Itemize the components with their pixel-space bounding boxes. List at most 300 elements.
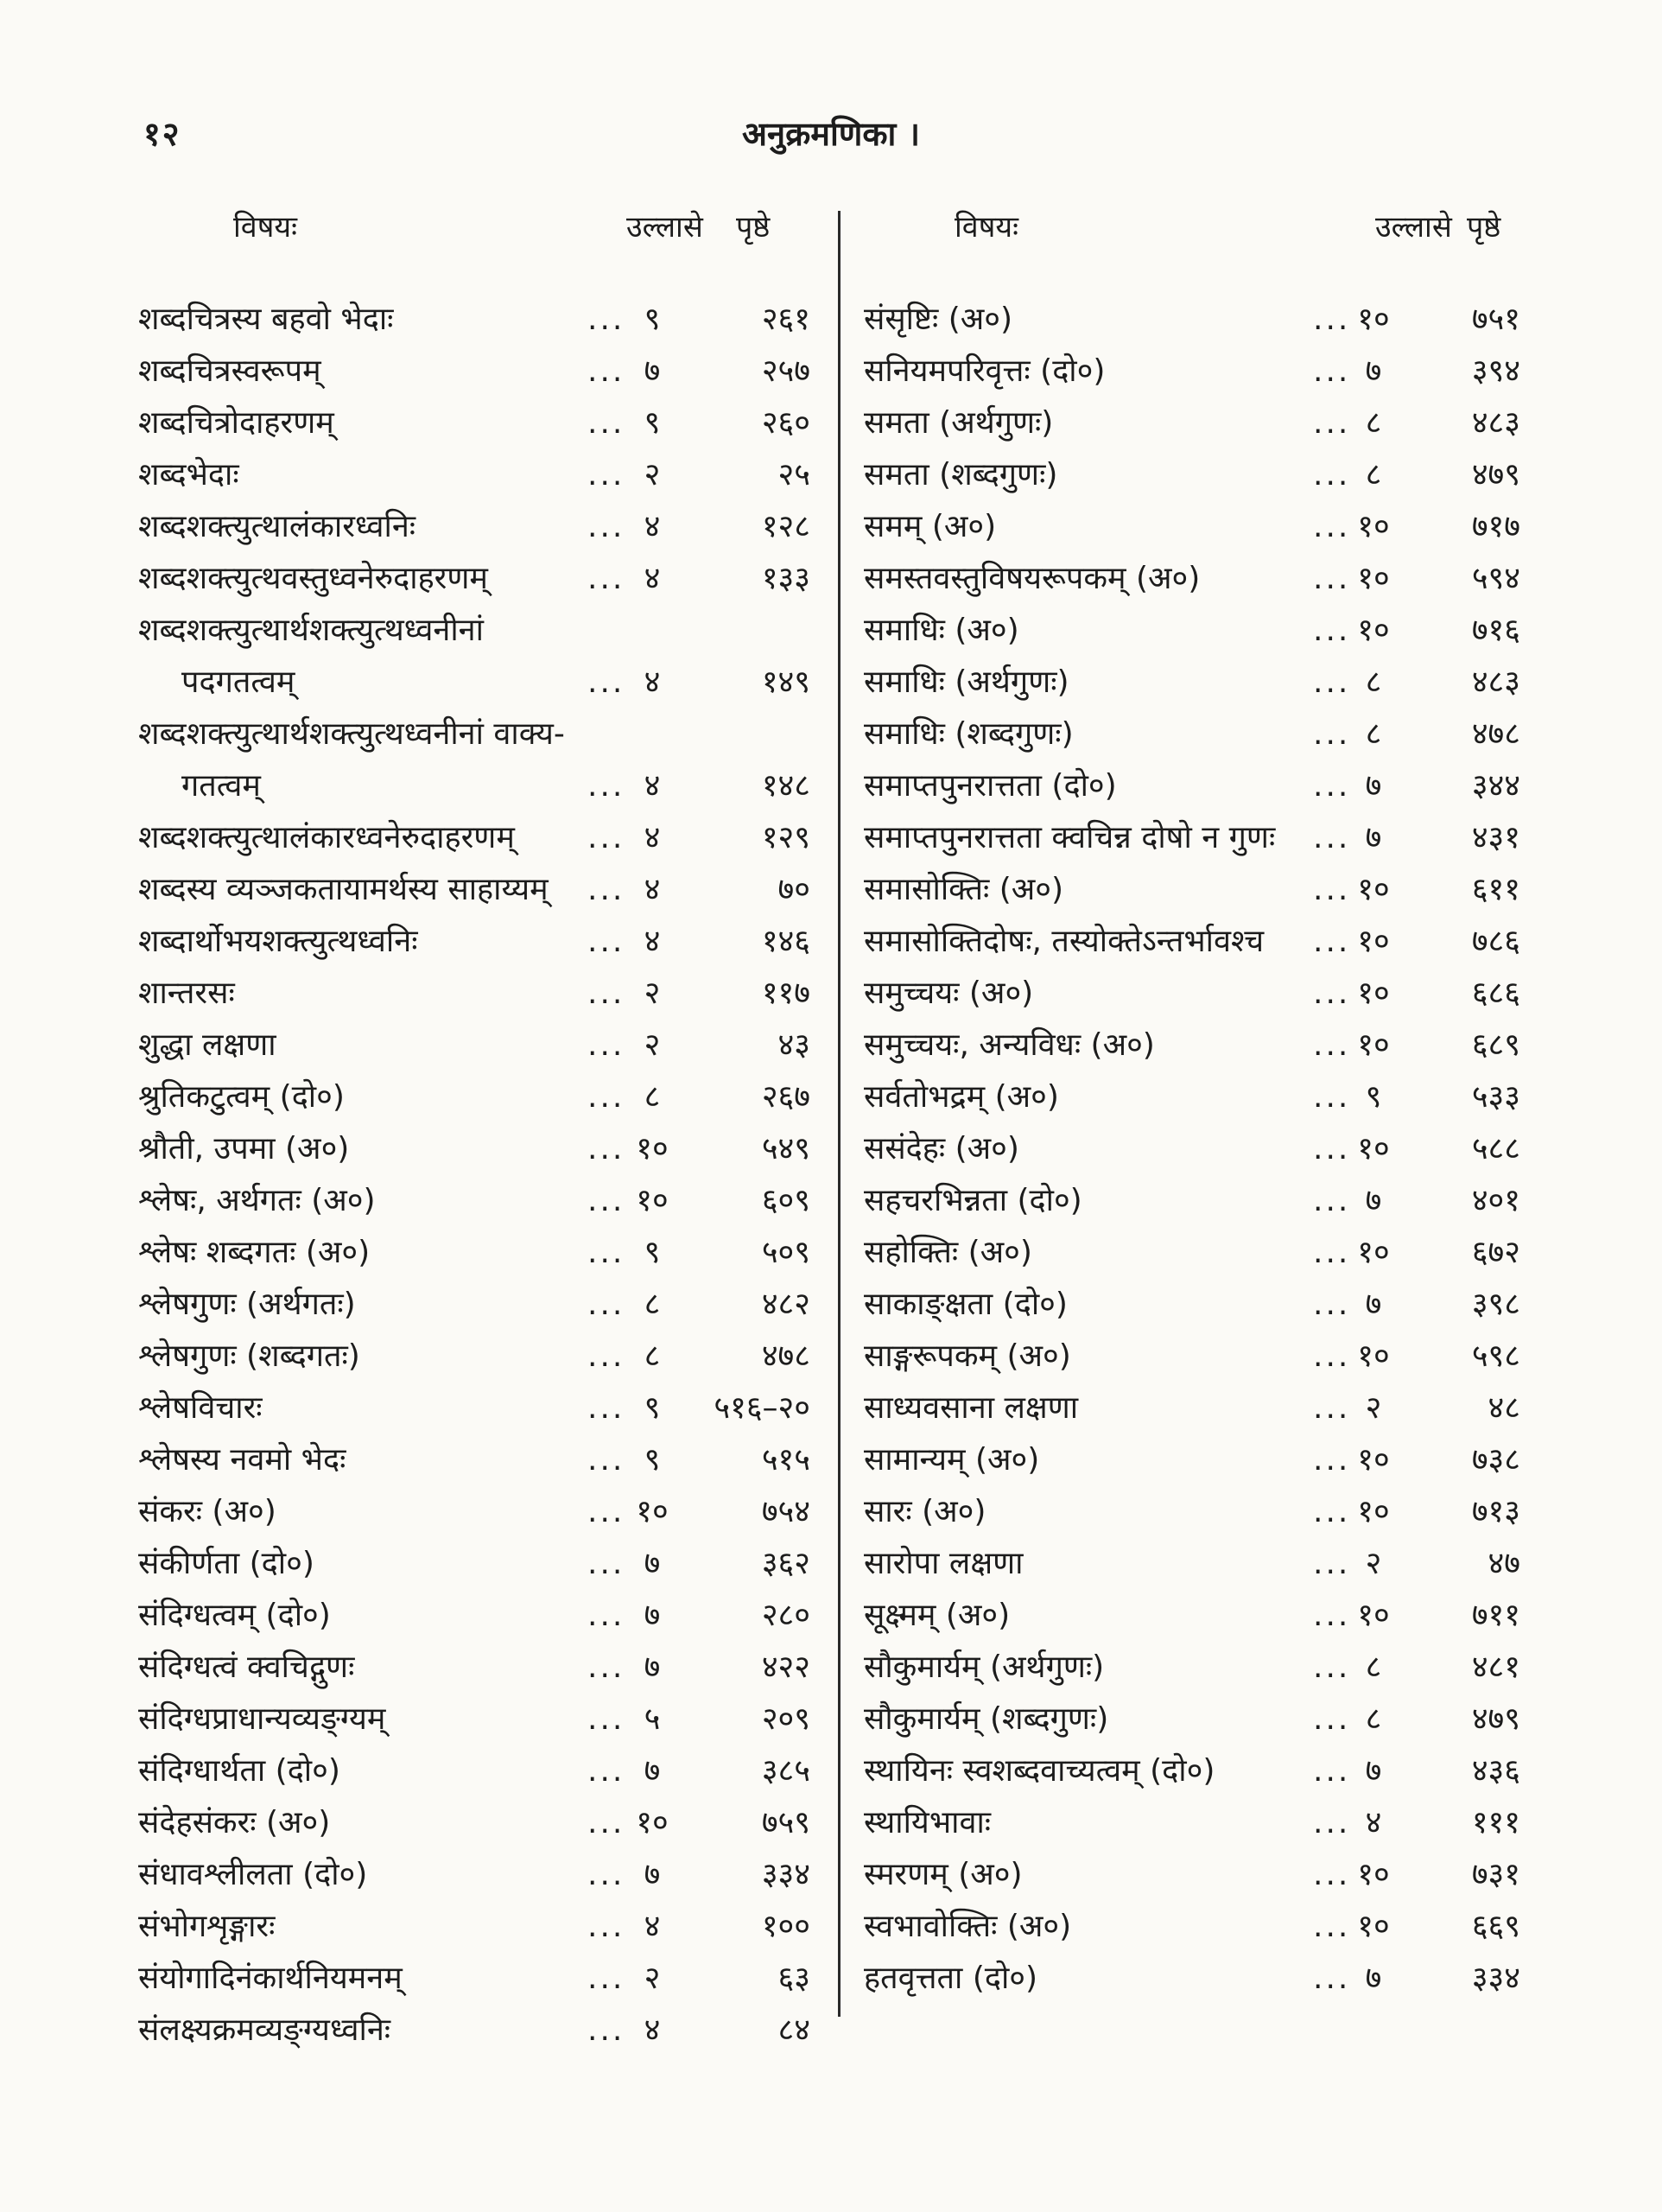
index-entry: [138, 1382, 821, 1434]
leader-dots: ...: [587, 1131, 625, 1166]
index-entry: [864, 1901, 1538, 1953]
leader-dots: ...: [1313, 1753, 1351, 1789]
leader-dots: ...: [587, 1753, 625, 1789]
entry-chapter: ७: [1365, 768, 1382, 804]
index-entry: [138, 1123, 821, 1175]
entry-subject-text: समाधिः (अ०): [864, 613, 1019, 648]
leader-dots: ...: [587, 664, 625, 700]
entry-subject: [138, 397, 334, 449]
entry-subject-text: शब्दचित्रस्वरूपम्: [138, 353, 321, 389]
entry-page: ५१६–२०: [714, 1390, 810, 1426]
entry-subject: [138, 1745, 340, 1797]
entry-page: ३९८: [1471, 1287, 1520, 1322]
leader-dots: ...: [1313, 1494, 1351, 1529]
entry-subject-text: श्रुतिकटुत्वम् (दो०): [138, 1079, 345, 1115]
leader-dots: ...: [587, 1909, 625, 1944]
entry-chapter: ४: [644, 768, 661, 804]
entry-page: ४८२: [761, 1287, 810, 1322]
leader-dots: ...: [587, 457, 625, 493]
entry-subject-text: समाप्तपुनरात्तता क्वचिन्न दोषो न गुणः: [864, 820, 1276, 855]
entry-chapter: ८: [1365, 1701, 1382, 1737]
entry-chapter: २: [644, 976, 661, 1011]
entry-subject: [138, 449, 239, 501]
leader-dots: ...: [587, 1235, 625, 1270]
left-entry-list: [138, 294, 821, 2056]
entry-page: ४८१: [1471, 1649, 1520, 1685]
left-column: [138, 206, 821, 2056]
index-entry: [138, 1797, 821, 1849]
entry-page: ६०९: [761, 1183, 810, 1218]
column-divider: [838, 211, 841, 2017]
leader-dots: ...: [587, 768, 625, 804]
leader-dots: ...: [1313, 613, 1351, 648]
entry-subject: [138, 1279, 356, 1331]
entry-subject: [864, 1331, 1071, 1382]
entry-chapter: ८: [1365, 716, 1382, 752]
entry-page: ३३४: [1471, 1961, 1520, 1996]
entry-page: ७५४: [761, 1494, 810, 1529]
entry-subject-text: सूक्ष्मम् (अ०): [864, 1598, 1011, 1633]
entry-chapter: १०: [1357, 509, 1390, 544]
entry-subject: [864, 1020, 1155, 1071]
entry-subject-text: सौकुमार्यम् (अर्थगुणः): [864, 1649, 1105, 1685]
entry-subject: [138, 968, 235, 1020]
entry-subject-text: समुच्चयः, अन्यविधः (अ०): [864, 1027, 1155, 1063]
index-entry: [138, 968, 821, 1020]
entry-chapter: ४: [644, 924, 661, 959]
entry-chapter: ७: [1365, 1183, 1382, 1218]
entry-subject-text: संकरः (अ०): [138, 1494, 276, 1529]
entry-subject: [864, 1071, 1059, 1123]
entry-chapter: ७: [1365, 820, 1382, 855]
entry-page: ७३८: [1471, 1442, 1520, 1478]
leader-dots: ...: [1313, 1857, 1351, 1892]
index-entry: [138, 1331, 821, 1382]
entry-subject-text: श्लेषः, अर्थगतः (अ०): [138, 1183, 376, 1218]
entry-chapter: ७: [644, 1857, 661, 1892]
entry-subject: [138, 553, 488, 605]
leader-dots: ...: [587, 561, 625, 596]
index-entry: [864, 1123, 1538, 1175]
entry-subject: [138, 294, 393, 346]
entry-subject-text: संधावश्लीलता (दो०): [138, 1857, 368, 1892]
entry-subject-text: शब्दशक्त्युत्थवस्तुध्वनेरुदाहरणम्: [138, 561, 488, 596]
leader-dots: ...: [1313, 1183, 1351, 1218]
entry-chapter: १०: [636, 1183, 669, 1218]
entry-subject: [138, 605, 484, 709]
leader-dots: ...: [587, 1701, 625, 1737]
index-entry: [864, 1434, 1538, 1486]
entry-subject-text: समस्तवस्तुविषयरूपकम् (अ०): [864, 561, 1201, 596]
entry-subject: [864, 1279, 1068, 1331]
index-entry: [864, 1538, 1538, 1590]
entry-subject-text: सामान्यम् (अ०): [864, 1442, 1040, 1478]
entry-page: ४२२: [761, 1649, 810, 1685]
entry-page: ४३: [777, 1027, 810, 1063]
entry-chapter: १०: [1357, 1027, 1390, 1063]
index-entry: [864, 1071, 1538, 1123]
entry-page: ६६९: [1471, 1909, 1520, 1944]
entry-subject-text: समुच्चयः (अ०): [864, 976, 1034, 1011]
entry-subject-text: समासोक्तिदोषः, तस्योक्तेऽन्तर्भावश्च: [864, 924, 1265, 959]
entry-chapter: २: [1365, 1546, 1382, 1581]
entry-page: ४३१: [1471, 820, 1520, 855]
entry-subject-text: शब्दस्य व्यञ्जकतायामर्थस्य साहाय्यम्: [138, 872, 549, 907]
right-entry-list: [864, 294, 1538, 2005]
index-entry: [864, 864, 1538, 916]
entry-subject: [138, 1227, 370, 1279]
index-entry: [864, 397, 1538, 449]
entry-subject-text: समम् (अ०): [864, 509, 997, 544]
entry-subject: [138, 501, 416, 553]
entry-subject-text: शुद्धा लक्षणा: [138, 1027, 276, 1063]
entry-subject: [138, 1123, 349, 1175]
leader-dots: ...: [587, 1494, 625, 1529]
entry-subject-text: शान्तरसः: [138, 976, 235, 1011]
entry-page: २६१: [761, 302, 810, 337]
entry-subject-text: संदिग्धार्थता (दो०): [138, 1753, 340, 1789]
entry-subject-text: हतवृत्तता (दो०): [864, 1961, 1038, 1996]
index-entry: [864, 1694, 1538, 1745]
entry-page: ३८५: [761, 1753, 810, 1789]
entry-page: १३३: [761, 561, 810, 596]
leader-dots: ...: [587, 872, 625, 907]
entry-page: ४७९: [1471, 457, 1520, 493]
leader-dots: ...: [1313, 1649, 1351, 1685]
leader-dots: ...: [1313, 1546, 1351, 1581]
chapter-column-label: उल्लासे: [1375, 210, 1452, 245]
index-entry: [138, 1849, 821, 1901]
entry-page: ६८९: [1471, 1027, 1520, 1063]
entry-subject: [138, 1590, 331, 1642]
entry-subject: [864, 1797, 991, 1849]
index-entry: [864, 657, 1538, 709]
entry-subject: [864, 397, 1053, 449]
entry-page: ६३: [777, 1961, 810, 1996]
entry-subject-text: सारः (अ०): [864, 1494, 986, 1529]
entry-page: ६११: [1471, 872, 1520, 907]
entry-subject: [864, 864, 1063, 916]
entry-page: ४८३: [1471, 664, 1520, 700]
entry-page: १४८: [761, 768, 810, 804]
entry-page: ४३६: [1471, 1753, 1520, 1789]
index-entry: [138, 1538, 821, 1590]
entry-chapter: ४: [1365, 1805, 1382, 1840]
entry-chapter: ४: [644, 820, 661, 855]
entry-subject: [138, 1694, 385, 1745]
entry-page: ४०१: [1471, 1183, 1520, 1218]
entry-chapter: ४: [644, 561, 661, 596]
entry-page: ४८: [1488, 1390, 1520, 1426]
leader-dots: ...: [1313, 820, 1351, 855]
entry-subject-text: शब्दशक्त्युत्थार्थशक्त्युत्थध्वनीनां: [138, 613, 484, 648]
entry-page: २५७: [761, 353, 810, 389]
index-entry: [138, 1694, 821, 1745]
entry-page: ५८८: [1471, 1131, 1520, 1166]
entry-chapter: १०: [1357, 872, 1390, 907]
entry-page: ८४: [777, 2012, 810, 2048]
leader-dots: ...: [1313, 1131, 1351, 1166]
entry-subject: [138, 2005, 390, 2056]
index-entry: [864, 449, 1538, 501]
index-entry: [864, 709, 1538, 760]
entry-subject-text: श्रौती, उपमा (अ०): [138, 1131, 350, 1166]
index-entry: [864, 553, 1538, 605]
entry-subject-text: समासोक्तिः (अ०): [864, 872, 1064, 907]
entry-page: ११७: [761, 976, 810, 1011]
entry-subject: [138, 1020, 276, 1071]
leader-dots: ...: [1313, 1027, 1351, 1063]
entry-subject-text: समाप्तपुनरात्तता (दो०): [864, 768, 1117, 804]
entry-page: १११: [1471, 1805, 1520, 1840]
leader-dots: ...: [1313, 1442, 1351, 1478]
entry-subject-text: श्लेषगुणः (शब्दगतः): [138, 1338, 360, 1374]
leader-dots: ...: [1313, 353, 1351, 389]
index-entry: [864, 1279, 1538, 1331]
index-entry: [138, 1953, 821, 2005]
index-entry: [138, 1071, 821, 1123]
index-entry: [138, 1486, 821, 1538]
entry-page: १४९: [761, 664, 810, 700]
entry-subject: [864, 657, 1069, 709]
entry-page: ४७: [1488, 1546, 1520, 1581]
right-column-header: [864, 206, 1538, 257]
entry-chapter: ९: [644, 302, 661, 337]
entry-chapter: १०: [636, 1131, 669, 1166]
entry-chapter: १०: [636, 1494, 669, 1529]
entry-chapter: ७: [644, 1753, 661, 1789]
entry-subject-text: शब्दशक्त्युत्थालंकारध्वनेरुदाहरणम्: [138, 820, 515, 855]
entry-subject: [864, 760, 1117, 812]
entry-chapter: ७: [1365, 1287, 1382, 1322]
entry-chapter: ९: [1365, 1079, 1382, 1115]
entry-chapter: ४: [644, 872, 661, 907]
leader-dots: ...: [587, 1183, 625, 1218]
entry-chapter: १०: [1357, 1598, 1390, 1633]
leader-dots: ...: [1313, 1390, 1351, 1426]
leader-dots: ...: [1313, 561, 1351, 596]
entry-page: ५१५: [761, 1442, 810, 1478]
index-entry: [138, 449, 821, 501]
entry-subject: [864, 346, 1105, 397]
right-column: [864, 206, 1538, 2005]
entry-page: ४७९: [1471, 1701, 1520, 1737]
index-entry: [138, 1227, 821, 1279]
leader-dots: ...: [1313, 976, 1351, 1011]
index-entry: [864, 1797, 1538, 1849]
index-entry: [138, 294, 821, 346]
entry-subject: [138, 812, 515, 864]
entry-subject-text: समाधिः (शब्दगुणः): [864, 716, 1074, 752]
leader-dots: ...: [587, 1546, 625, 1581]
leader-dots: ...: [587, 1079, 625, 1115]
leader-dots: ...: [587, 1287, 625, 1322]
index-entry: [864, 1486, 1538, 1538]
entry-subject: [864, 501, 996, 553]
entry-page: ७३१: [1471, 1857, 1520, 1892]
entry-subject: [864, 1175, 1082, 1227]
entry-subject-text: साध्यवसाना लक्षणा: [864, 1390, 1079, 1426]
index-entry: [864, 760, 1538, 812]
entry-chapter: ४: [644, 509, 661, 544]
leader-dots: ...: [1313, 1961, 1351, 1996]
leader-dots: ...: [587, 820, 625, 855]
entry-page: ७८६: [1471, 924, 1520, 959]
entry-subject-text: संदिग्धप्राधान्यव्यङ्ग्यम्: [138, 1701, 386, 1737]
index-entry: [864, 1227, 1538, 1279]
entry-subject: [138, 864, 549, 916]
entry-page: ७११: [1471, 1598, 1520, 1633]
leader-dots: ...: [1313, 872, 1351, 907]
index-entry: [138, 2005, 821, 2056]
leader-dots: ...: [1313, 1909, 1351, 1944]
index-entry: [138, 1590, 821, 1642]
subject-column-label: विषयः: [955, 210, 1018, 245]
entry-subject: [864, 1123, 1019, 1175]
entry-subject: [864, 1590, 1010, 1642]
entry-chapter: १०: [1357, 924, 1390, 959]
index-entry: [864, 605, 1538, 657]
entry-subject-text: समता (अर्थगुणः): [864, 405, 1054, 441]
entry-subject: [138, 1382, 263, 1434]
entry-chapter: २: [1365, 1390, 1382, 1426]
entry-subject: [864, 1694, 1108, 1745]
entry-chapter: ८: [644, 1079, 661, 1115]
leader-dots: ...: [587, 2012, 625, 2048]
entry-subject: [864, 1745, 1215, 1797]
leader-dots: ...: [587, 1649, 625, 1685]
entry-subject-text: स्वभावोक्तिः (अ०): [864, 1909, 1072, 1944]
entry-subject: [864, 553, 1200, 605]
entry-page: ७०: [777, 872, 810, 907]
entry-subject: [864, 1434, 1039, 1486]
entry-subject-text: श्लेषस्य नवमो भेदः: [138, 1442, 346, 1478]
entry-subject-continuation: गतत्वम्: [181, 768, 261, 804]
entry-subject-text: संभोगशृङ्गारः: [138, 1909, 276, 1944]
leader-dots: ...: [1313, 509, 1351, 544]
entry-subject-text: सहचरभिन्नता (दो०): [864, 1183, 1082, 1218]
chapter-column-label: उल्लासे: [626, 210, 703, 245]
index-entry: [138, 812, 821, 864]
entry-page: ४७८: [1471, 716, 1520, 752]
entry-chapter: १०: [1357, 1235, 1390, 1270]
entry-subject-text: सनियमपरिवृत्तः (दो०): [864, 353, 1106, 389]
index-entry: [138, 1434, 821, 1486]
entry-subject: [864, 1642, 1104, 1694]
entry-subject-text: सहोक्तिः (अ०): [864, 1235, 1032, 1270]
entry-chapter: २: [644, 1027, 661, 1063]
entry-subject-text: संकीर्णता (दो०): [138, 1546, 314, 1581]
index-entry: [864, 1331, 1538, 1382]
entry-page: ३६२: [761, 1546, 810, 1581]
entry-subject: [864, 1849, 1023, 1901]
entry-page: ५९८: [1471, 1338, 1520, 1374]
entry-subject: [864, 1227, 1032, 1279]
index-entry: [864, 1590, 1538, 1642]
leader-dots: ...: [587, 1805, 625, 1840]
leader-dots: ...: [587, 1027, 625, 1063]
entry-subject-text: समता (शब्दगुणः): [864, 457, 1058, 493]
entry-chapter: १०: [1357, 1909, 1390, 1944]
entry-subject: [864, 916, 1264, 968]
index-entry: [138, 553, 821, 605]
leader-dots: ...: [587, 353, 625, 389]
index-entry: [138, 864, 821, 916]
index-entry: [138, 1279, 821, 1331]
entry-subject: [138, 1797, 330, 1849]
entry-chapter: २: [644, 457, 661, 493]
entry-subject-text: संदिग्धत्वम् (दो०): [138, 1598, 331, 1633]
leader-dots: ...: [1313, 664, 1351, 700]
entry-subject-text: स्थायिनः स्वशब्दवाच्यत्वम् (दो०): [864, 1753, 1215, 1789]
index-entry: [864, 1849, 1538, 1901]
entry-page: ५९४: [1471, 561, 1520, 596]
entry-chapter: ४: [644, 1909, 661, 1944]
leader-dots: ...: [1313, 1338, 1351, 1374]
leader-dots: ...: [1313, 1079, 1351, 1115]
leader-dots: ...: [587, 1390, 625, 1426]
index-entry: [138, 501, 821, 553]
entry-page: ५३३: [1471, 1079, 1520, 1115]
entry-chapter: ७: [1365, 353, 1382, 389]
leader-dots: ...: [587, 302, 625, 337]
entry-page: ५४९: [761, 1131, 810, 1166]
entry-page: ४८३: [1471, 405, 1520, 441]
entry-chapter: १०: [1357, 1442, 1390, 1478]
index-entry: [138, 1175, 821, 1227]
subject-column-label: विषयः: [233, 210, 297, 245]
entry-page: ३४४: [1471, 768, 1520, 804]
entry-chapter: १०: [1357, 613, 1390, 648]
page-column-label: पृष्ठे: [1467, 210, 1501, 245]
index-entry: [864, 1382, 1538, 1434]
leader-dots: ...: [1313, 302, 1351, 337]
entry-subject-text: स्थायिभावाः: [864, 1805, 992, 1840]
entry-subject-continuation: पदगतत्वम्: [181, 664, 295, 700]
leader-dots: ...: [587, 405, 625, 441]
entry-chapter: १०: [1357, 1338, 1390, 1374]
entry-page: ५०९: [761, 1235, 810, 1270]
entry-subject: [138, 1175, 376, 1227]
leader-dots: ...: [587, 1338, 625, 1374]
entry-subject: [864, 1901, 1071, 1953]
entry-page: ६७२: [1471, 1235, 1520, 1270]
entry-subject-text: शब्दचित्रस्य बहवो भेदाः: [138, 302, 394, 337]
entry-page: २५: [777, 457, 810, 493]
entry-subject: [864, 709, 1074, 760]
entry-subject-text: शब्दार्थोभयशक्त्युत्थध्वनिः: [138, 924, 418, 959]
entry-chapter: ८: [644, 1338, 661, 1374]
page-column-label: पृष्ठे: [736, 210, 771, 245]
entry-subject-text: शब्दचित्रोदाहरणम्: [138, 405, 334, 441]
entry-chapter: ७: [644, 1598, 661, 1633]
entry-subject: [138, 1538, 314, 1590]
index-entry: [864, 1642, 1538, 1694]
entry-chapter: १०: [1357, 561, 1390, 596]
entry-subject: [138, 1071, 345, 1123]
entry-subject-text: साङ्गरूपकम् (अ०): [864, 1338, 1071, 1374]
entry-subject: [864, 1953, 1037, 2005]
entry-chapter: १०: [1357, 1131, 1390, 1166]
leader-dots: ...: [587, 976, 625, 1011]
entry-chapter: १०: [1357, 1494, 1390, 1529]
entry-chapter: ७: [644, 1546, 661, 1581]
entry-chapter: ४: [644, 2012, 661, 2048]
index-entry: [138, 916, 821, 968]
entry-subject: [864, 812, 1275, 864]
entry-chapter: ७: [644, 353, 661, 389]
entry-subject: [138, 1642, 354, 1694]
